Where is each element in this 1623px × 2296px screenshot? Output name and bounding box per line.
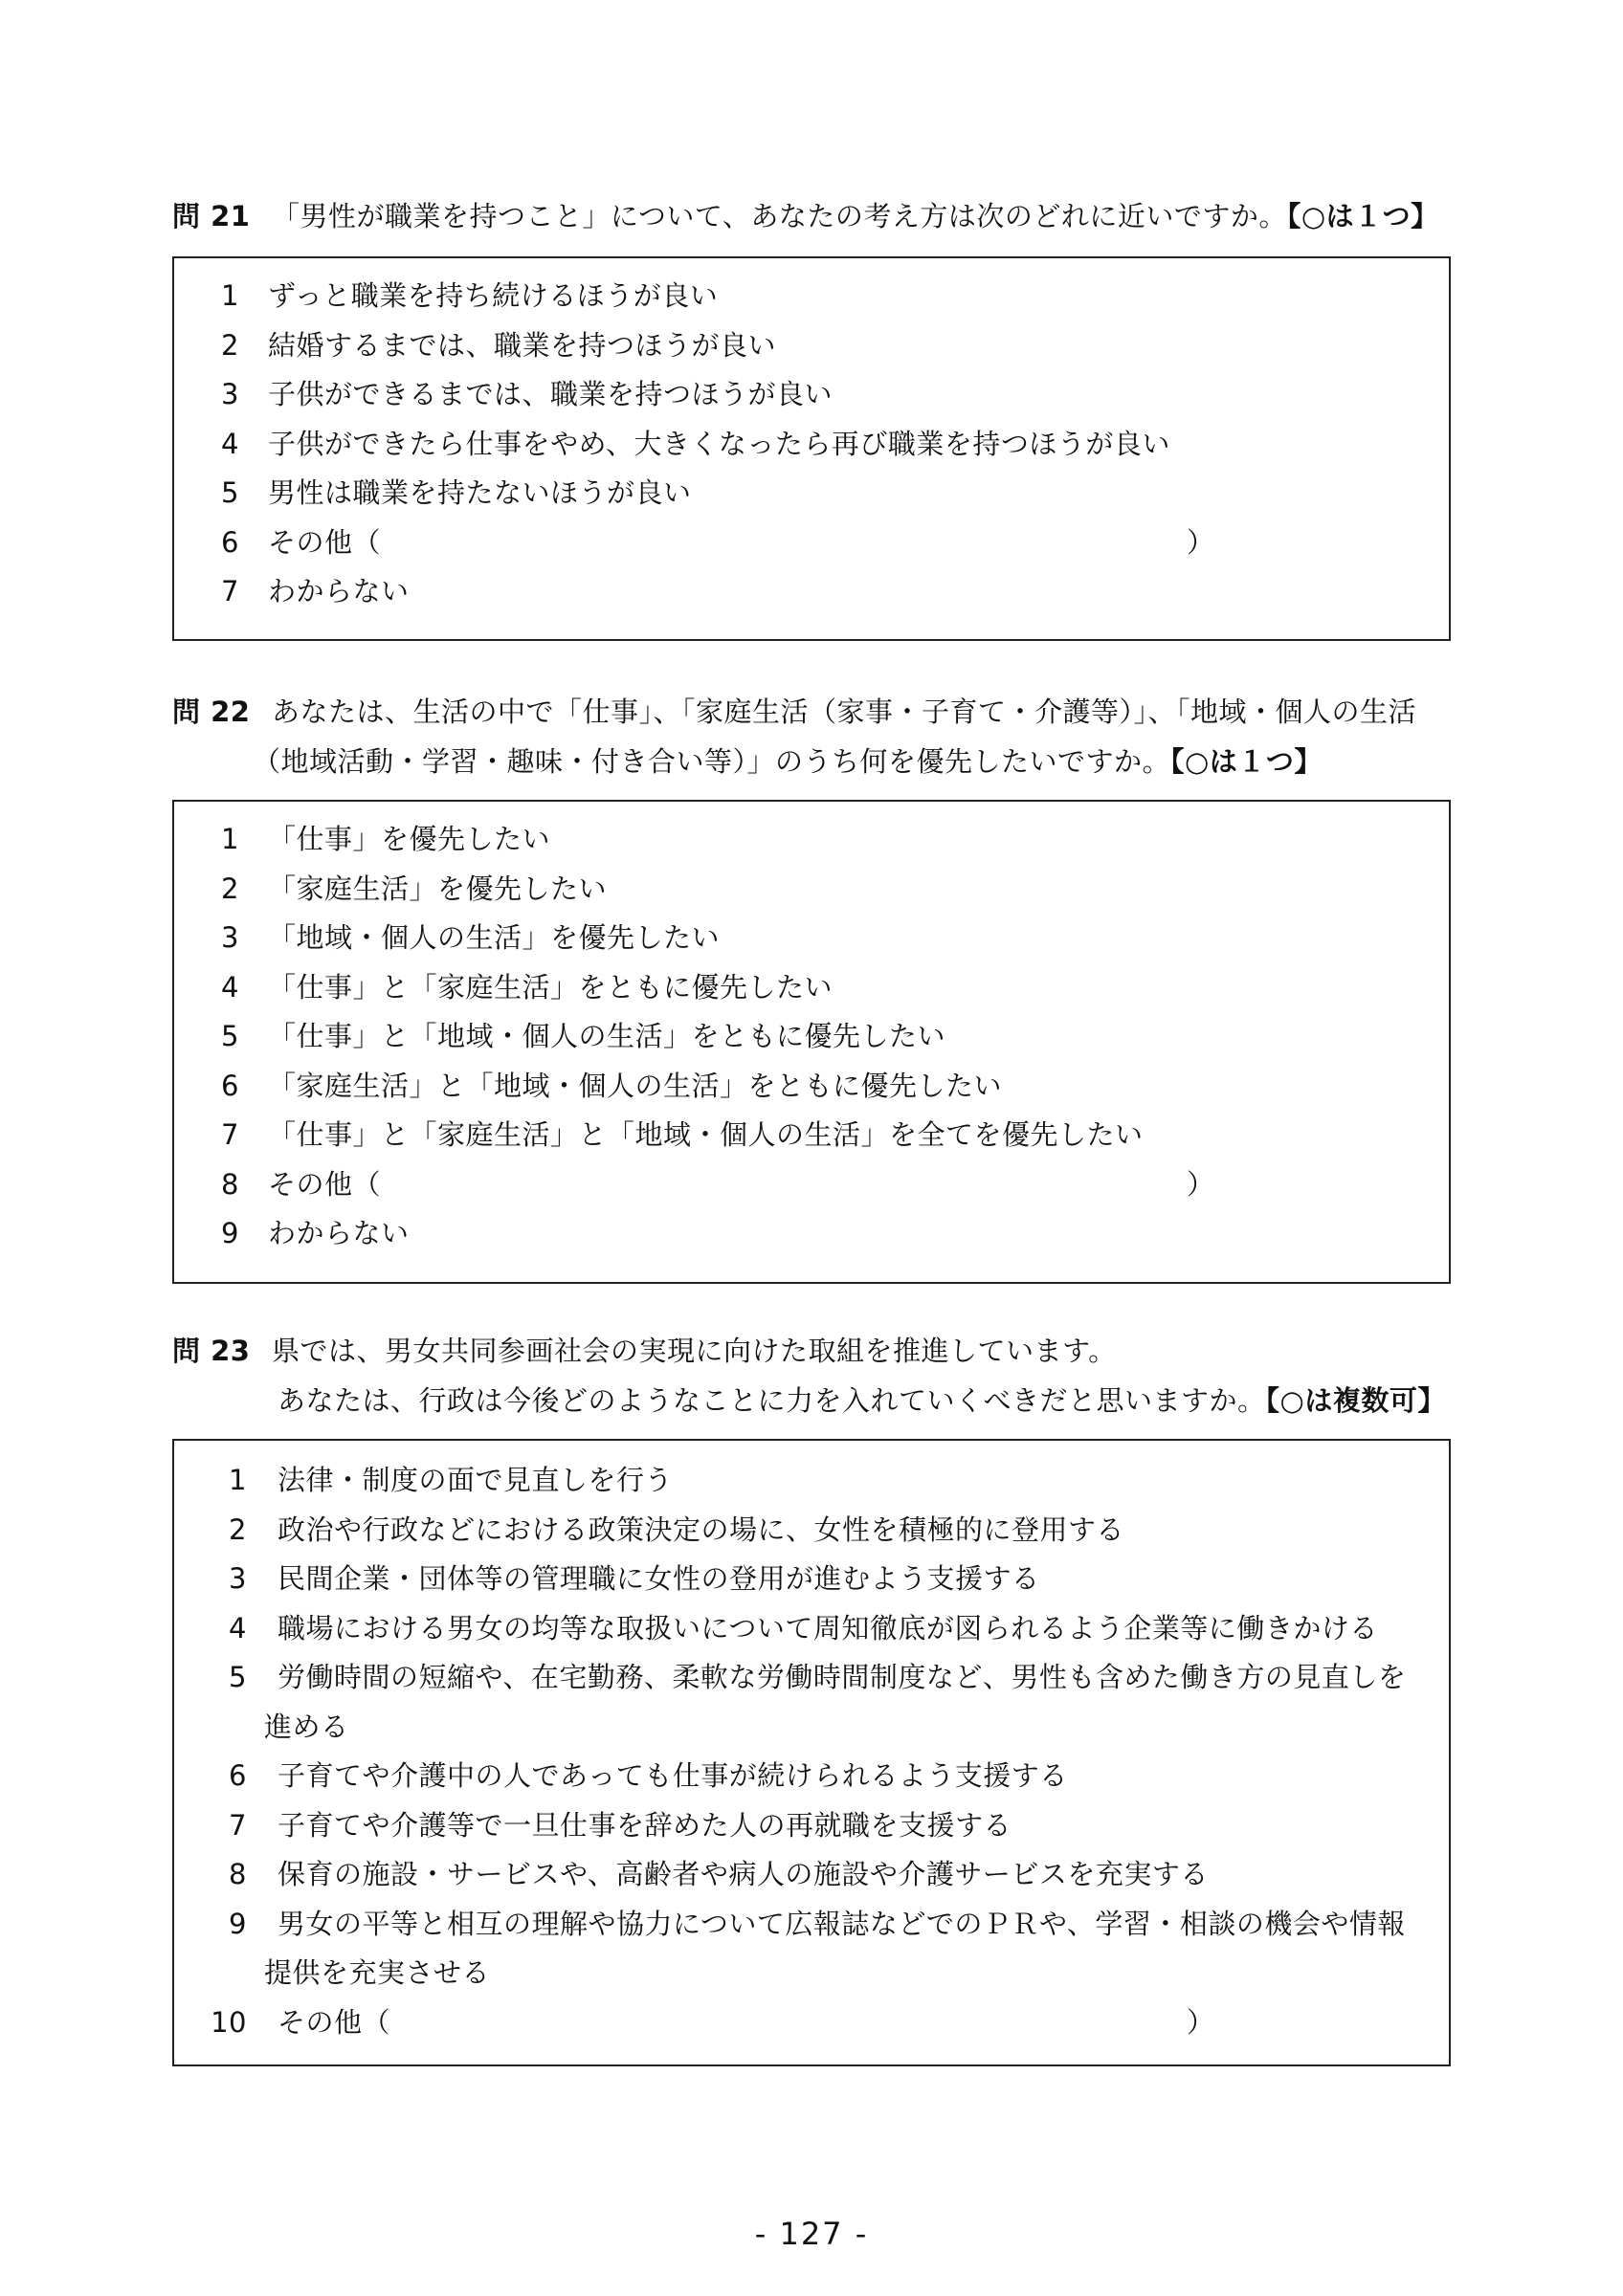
option-number: 5	[221, 1020, 239, 1052]
option-label: 「地域・個人の生活」を優先したい	[268, 921, 721, 954]
option-label: 子育てや介護中の人であっても仕事が続けられるよう支援する	[278, 1759, 1068, 1792]
question-text-line-1: あなたは、生活の中で「仕事」、「家庭生活（家事・子育て・介護等）」、「地域・個人の生活	[272, 695, 1417, 728]
option-label: 「家庭生活」と「地域・個人の生活」をともに優先したい	[268, 1069, 1003, 1102]
option-label: その他（	[268, 525, 382, 559]
option-number: 8	[229, 1858, 247, 1890]
option-label: 子育てや介護等で一旦仕事を辞めた人の再就職を支援する	[278, 1808, 1012, 1842]
option-number: 1	[221, 823, 239, 855]
option-number: 4	[229, 1611, 247, 1645]
option-label: 結婚するまでは、職業を持つほうが良い	[268, 328, 777, 362]
option-number: 7	[229, 1808, 247, 1842]
option-label: 保育の施設・サービスや、高齢者や病人の施設や介護サービスを充実する	[278, 1858, 1209, 1890]
option-number: 5	[229, 1661, 247, 1693]
option-label: 男性は職業を持たないほうが良い	[268, 476, 692, 509]
option-label: 子供ができるまでは、職業を持つほうが良い	[268, 378, 834, 410]
option-number: 2	[221, 328, 239, 362]
option-number: 4	[221, 427, 239, 460]
option-label: 「仕事」と「家庭生活」をともに優先したい	[268, 970, 834, 1004]
option-number: 2	[221, 872, 239, 905]
option-number: 4	[221, 970, 239, 1004]
question-21-heading	[172, 191, 1464, 241]
option-number: 1	[221, 279, 239, 312]
answer-instruction: 【○は複数可】	[1265, 1384, 1446, 1417]
option-label: 「仕事」と「家庭生活」と「地域・個人の生活」を全てを優先したい	[268, 1118, 1144, 1151]
question-number: 問 23	[172, 1335, 251, 1367]
option-number: 2	[229, 1512, 247, 1546]
option-label: 職場における男女の均等な取扱いについて周知徹底が図られるよう企業等に働きかける	[278, 1611, 1378, 1645]
option-number: 7	[221, 575, 239, 607]
option-number: 6	[221, 1069, 239, 1102]
question-text-line-2: あなたは、行政は今後どのようなことに力を入れていくべきだと思いますか。	[278, 1384, 1266, 1417]
option-number: 10	[211, 2005, 247, 2039]
option-label: 法律・制度の面で見直しを行う	[278, 1464, 674, 1496]
option-number: 3	[221, 921, 239, 954]
question-22-heading	[172, 687, 1464, 786]
question-number: 問 21	[172, 200, 251, 232]
option-label: 男女の平等と相互の理解や協力について広報誌などでのＰＲや、学習・相談の機会や情報	[278, 1907, 1406, 1940]
answer-instruction: 【○は１つ】	[1170, 745, 1323, 778]
option-number: 8	[221, 1167, 239, 1201]
question-text: 「男性が職業を持つこと」について、あなたの考え方は次のどれに近いですか。	[272, 200, 1287, 232]
option-number: 9	[221, 1217, 239, 1249]
option-label: 民間企業・団体等の管理職に女性の登用が進むよう支援する	[278, 1562, 1040, 1595]
question-text-line-1: 県では、男女共同参画社会の実現に向けた取組を推進しています。	[272, 1335, 1117, 1367]
option-label: その他（	[278, 2005, 391, 2039]
option-label-continuation: 提供を充実させる	[264, 1956, 491, 1989]
option-number: 3	[229, 1562, 247, 1595]
answer-instruction: 【○は１つ】	[1286, 200, 1439, 232]
option-other-close-paren: ）	[1187, 1167, 1215, 1201]
option-label: 政治や行政などにおける政策決定の場に、女性を積極的に登用する	[278, 1512, 1125, 1546]
option-number: 5	[221, 476, 239, 509]
option-number: 6	[221, 525, 239, 559]
option-label: その他（	[268, 1167, 382, 1201]
option-label-continuation: 進める	[264, 1710, 349, 1743]
question-text-line-2: （地域活動・学習・趣味・付き合い等）」のうち何を優先したいですか。	[253, 745, 1171, 778]
option-label: ずっと職業を持ち続けるほうが良い	[268, 279, 719, 312]
option-number: 6	[229, 1759, 247, 1792]
option-label: わからない	[268, 575, 410, 607]
option-label: わからない	[268, 1217, 410, 1249]
option-label: 「仕事」と「地域・個人の生活」をともに優先したい	[268, 1020, 946, 1052]
option-label: 労働時間の短縮や、在宅勤務、柔軟な労働時間制度など、男性も含めた働き方の見直しを	[278, 1661, 1407, 1693]
option-label: 「仕事」を優先したい	[268, 823, 551, 855]
option-number: 1	[229, 1464, 247, 1496]
page-number: - 127 -	[754, 2216, 869, 2252]
option-label: 「家庭生活」を優先したい	[268, 872, 608, 905]
option-number: 7	[221, 1118, 239, 1151]
option-number: 3	[221, 378, 239, 410]
question-23-heading	[172, 1326, 1464, 1425]
question-number: 問 22	[172, 695, 251, 728]
option-other-close-paren: ）	[1187, 525, 1215, 559]
option-other-close-paren: ）	[1187, 2005, 1215, 2039]
option-label: 子供ができたら仕事をやめ、大きくなったら再び職業を持つほうが良い	[268, 427, 1170, 460]
option-number: 9	[229, 1907, 247, 1940]
